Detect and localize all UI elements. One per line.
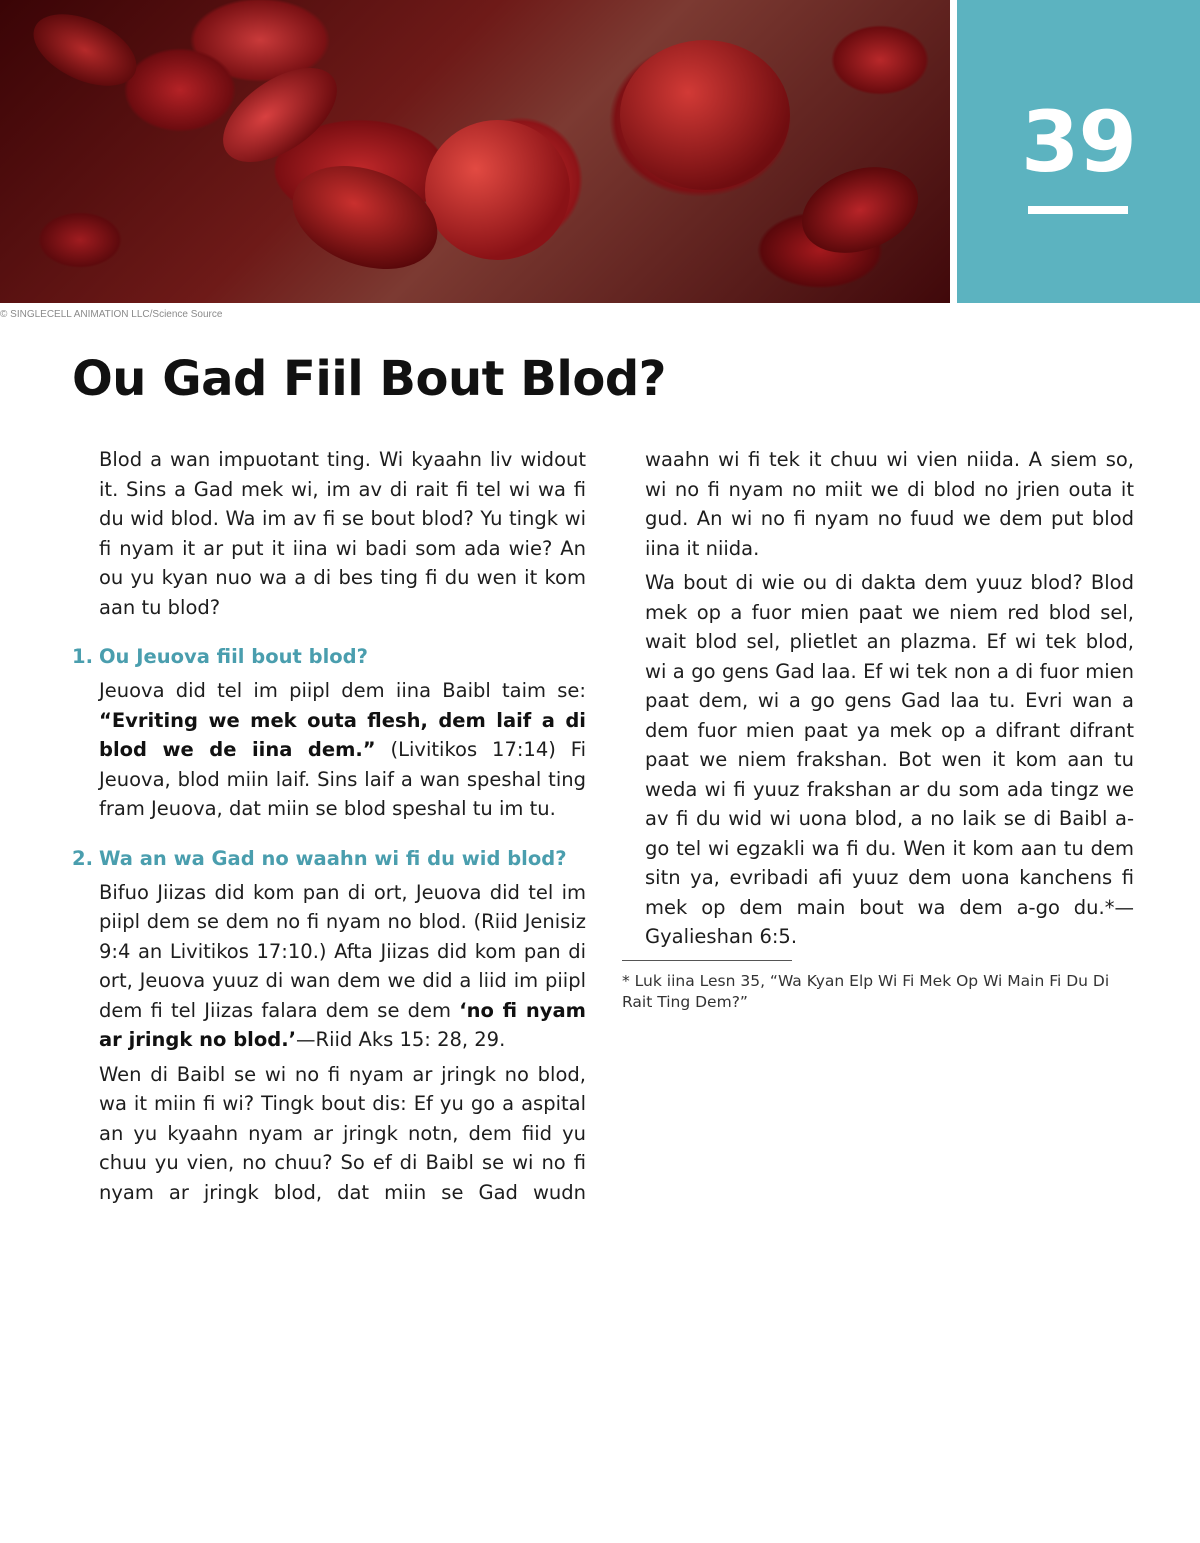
image-credit: © SINGLECELL ANIMATION LLC/Science Source (0, 309, 223, 320)
section-1-paragraph (72, 676, 586, 824)
question-2-text: Wa an wa Gad no waahn wi fi du wid blod? (98, 846, 567, 870)
blood-cell-shape (278, 147, 451, 288)
footnote: * Luk iina Lesn 35, “Wa Kyan Elp Wi Fi Mek Op Wi Main Fi Du Di Rait Ting Dem?” (622, 971, 1110, 1011)
question-2 (72, 846, 586, 872)
section-2-scripture-quote: ‘no fi nyam ar jringk no blod.’ (99, 998, 586, 1051)
section-2-paragraph-2-part-2: waahn wi fi tek it chuu wi vien niida. A siem so, wi no fi nyam no miit we di blod no jrien outa it gud. An wi no fi nyam no fuud we dem put blod iina it niida. (645, 448, 1134, 560)
section-2-text-start: Bifuo Jiizas did kom pan di ort, Jeuova did tel im piipl dem se dem no fi nyam no blod. (Riid Jenisiz 9:4 an Livitikos 17:10.) Afta Jiizas did kom pan di ort, Jeuova yuuz di wan dem we did a liid im piipl dem fi tel Jiizas falara dem se dem (99, 880, 586, 1022)
section-1-text-start: Jeuova did tel im piipl dem iina Baibl taim se: (99, 679, 586, 702)
blood-cell-shape (620, 40, 790, 190)
lesson-number-block (957, 0, 1200, 303)
footnote-divider (622, 960, 792, 961)
section-1-scripture-quote: “Evriting we mek outa flesh, dem laif a di blod we de iina dem.” (99, 708, 586, 761)
blood-cell-shape (22, 0, 147, 100)
lesson-number-underline (1028, 206, 1128, 214)
left-column (72, 445, 586, 1212)
intro-paragraph: Blod a wan impuotant ting. Wi kyaahn liv widout it. Sins a Gad mek wi, im av di rait fi tel wi wa fi du wid blod. Wa im av fi se bout blod? Yu tingk wi fi nyam it ar put it iina wi badi som ada wie? An ou yu kyan nuo wa a di bes ting fi du wen it kom aan tu blod? (99, 448, 586, 619)
blood-cell-shape (790, 152, 930, 268)
section-2-text-end: —Riid Aks 15: 28, 29. (296, 1028, 506, 1051)
question-1 (72, 644, 586, 670)
blood-cell-shape (207, 49, 354, 181)
section-2-paragraph-1 (72, 878, 586, 1055)
lesson-title: Ou Gad Fiil Bout Blod? (72, 351, 667, 407)
hero-image-red-blood-cells (0, 0, 950, 303)
question-2-number: 2. (72, 846, 93, 870)
lesson-number: 39 (1021, 93, 1136, 191)
section-1-text-end: (Livitikos 17:14) Fi Jeuova, blod miin laif. Sins laif a wan speshal ting fram Jeuova, dat miin se blod speshal tu im tu. (99, 738, 586, 820)
section-2-paragraph-3: Wa bout di wie ou di dakta dem yuuz blod? Blod mek op a fuor mien paat we niem red blod sel, wait blod sel, plietlet an plazma. Ef wi tek blod, wi a go gens Gad laa. Ef wi tek non a di fuor mien paat dem, wi a go gens Gad laa tu. Evri wan a dem fuor mien paat ya mek op a difrant difrant paat we niem frakshan. Bot wen it kom aan tu weda wi fi yuuz frakshan ar du som ada tingz we av fi du wid wi uona blod, a no laik se di Baibl a-go tel wi egzakli wa fi du. Wen it kom aan tu dem sitn ya, evribadi afi yuuz dem uona kanchens fi mek op dem main bout wa dem a-go du.*—Gyalieshan 6:5. (645, 571, 1134, 948)
question-1-text: Ou Jeuova fiil bout blod? (98, 645, 368, 668)
right-column (622, 445, 1134, 1013)
section-2-paragraph-2-part-1: Wen di Baibl se wi no fi nyam ar jringk no blod, wa it miin fi wi? Tingk bout dis: Ef yu go a aspital an yu kyaahn nyam ar jringk notn, dem fiid yu chuu yu vien, no chuu? So ef di Baibl se wi no fi nyam ar jringk blod, dat miin se Gad wudn (99, 1062, 586, 1204)
blood-cell-shape (425, 120, 570, 260)
question-1-number: 1. (72, 645, 93, 668)
